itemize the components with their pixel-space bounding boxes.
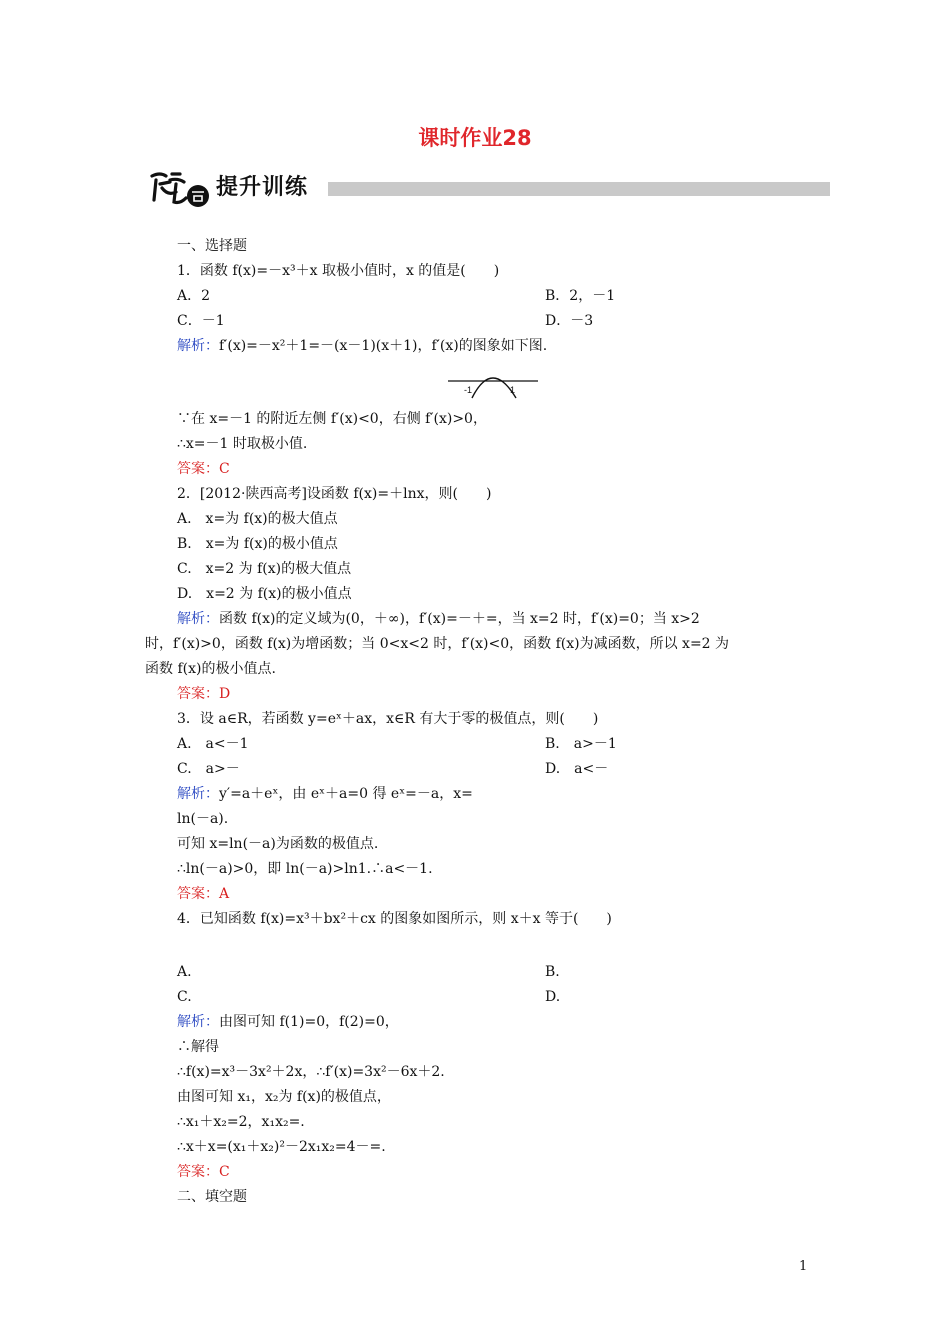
parabola-figure	[446, 366, 540, 400]
answer-line: 答案：D	[177, 686, 231, 702]
option-d: D. a<－	[545, 761, 609, 777]
analysis-line: ∴x₁＋x₂=2，x₁x₂=.	[177, 1114, 305, 1130]
analysis-line	[177, 1012, 399, 1032]
option-a: A．2	[177, 288, 211, 304]
option-b: B．2，－1	[545, 288, 616, 304]
analysis-line: 时，f′(x)>0，函数 f(x)为增函数；当 0<x<2 时，f′(x)<0，函数 f(x)为减函数，所以 x=2 为	[145, 636, 730, 652]
option-c: C.	[177, 989, 192, 1005]
analysis-line: ∴ln(－a)>0，即 ln(－a)>ln1.∴a<－1.	[177, 861, 433, 877]
analysis-line: ln(－a).	[177, 811, 229, 827]
question-4: 4．已知函数 f(x)=x³＋bx²＋cx 的图象如图所示，则 x＋x 等于( )	[177, 911, 612, 927]
analysis-text: 由图可知 f(1)=0，f(2)=0，	[219, 1014, 399, 1030]
option-c: C．－1	[177, 313, 225, 329]
banner-bar	[328, 182, 830, 212]
analysis-label: 解析：	[177, 1014, 219, 1030]
question-1: 1．函数 f(x)=－x³＋x 取极小值时，x 的值是( )	[177, 263, 500, 279]
analysis-line: ∵在 x=－1 的附近左侧 f′(x)<0，右侧 f′(x)>0，	[177, 411, 487, 427]
analysis-line: 由图可知 x₁，x₂为 f(x)的极值点，	[177, 1089, 391, 1105]
section-banner	[146, 166, 836, 210]
answer-line: 答案：C	[177, 461, 230, 477]
option-d: D. x=2 为 f(x)的极小值点	[177, 586, 352, 602]
analysis-label: 解析：	[177, 786, 219, 802]
option-c: C. x=2 为 f(x)的极大值点	[177, 561, 352, 577]
banner-tag: 课后作业·日日清|35分钟	[692, 198, 824, 212]
analysis-line	[177, 609, 700, 629]
option-b: B. a>－1	[545, 736, 617, 752]
analysis-line: 函数 f(x)的极小值点.	[145, 661, 276, 677]
banner-title: 提升训练	[216, 175, 309, 200]
option-d: D．－3	[545, 313, 594, 329]
question-3: 3．设 a∈R，若函数 y=eˣ＋ax，x∈R 有大于零的极值点，则( )	[177, 711, 599, 727]
figure-label-left: -1	[464, 385, 473, 395]
option-a: A.	[177, 964, 192, 980]
analysis-text: f′(x)=－x²＋1=－(x－1)(x＋1)，f′(x)的图象如下图.	[219, 338, 548, 354]
option-b: B.	[545, 964, 560, 980]
question-2: 2．[2012·陕西高考]设函数 f(x)=＋lnx，则( )	[177, 486, 492, 502]
analysis-line: ∴x=－1 时取极小值.	[177, 436, 308, 452]
page-title: 课时作业28	[418, 126, 532, 150]
option-d: D.	[545, 989, 561, 1005]
analysis-line: 可知 x=ln(－a)为函数的极值点.	[177, 836, 379, 852]
analysis-line: ∴x＋x=(x₁＋x₂)²－2x₁x₂=4－=.	[177, 1139, 386, 1155]
ke-hou-logo-icon	[146, 166, 218, 210]
option-c: C. a>－	[177, 761, 240, 777]
analysis-line	[177, 336, 547, 356]
answer-line: 答案：C	[177, 1164, 230, 1180]
option-a: A. x=为 f(x)的极大值点	[177, 511, 338, 527]
analysis-label: 解析：	[177, 611, 219, 627]
option-b: B. x=为 f(x)的极小值点	[177, 536, 338, 552]
analysis-text: y′=a＋eˣ，由 eˣ＋a=0 得 eˣ=－a，x=	[219, 786, 473, 802]
analysis-label: 解析：	[177, 338, 219, 354]
figure-label-right: 1	[510, 385, 516, 395]
analysis-line: ∴解得	[177, 1039, 219, 1055]
option-a: A. a<－1	[177, 736, 249, 752]
analysis-line	[177, 784, 473, 804]
analysis-line: ∴f(x)=x³－3x²＋2x，∴f′(x)=3x²－6x＋2.	[177, 1064, 445, 1080]
answer-line: 答案：A	[177, 886, 230, 902]
page-number: 1	[799, 1259, 808, 1274]
analysis-text: 函数 f(x)的定义域为(0，＋∞)，f′(x)=－＋=，当 x=2 时，f′(x)=0；当 x>2	[219, 611, 700, 627]
section-heading: 一、选择题	[177, 238, 247, 254]
section-heading: 二、填空题	[177, 1189, 247, 1205]
